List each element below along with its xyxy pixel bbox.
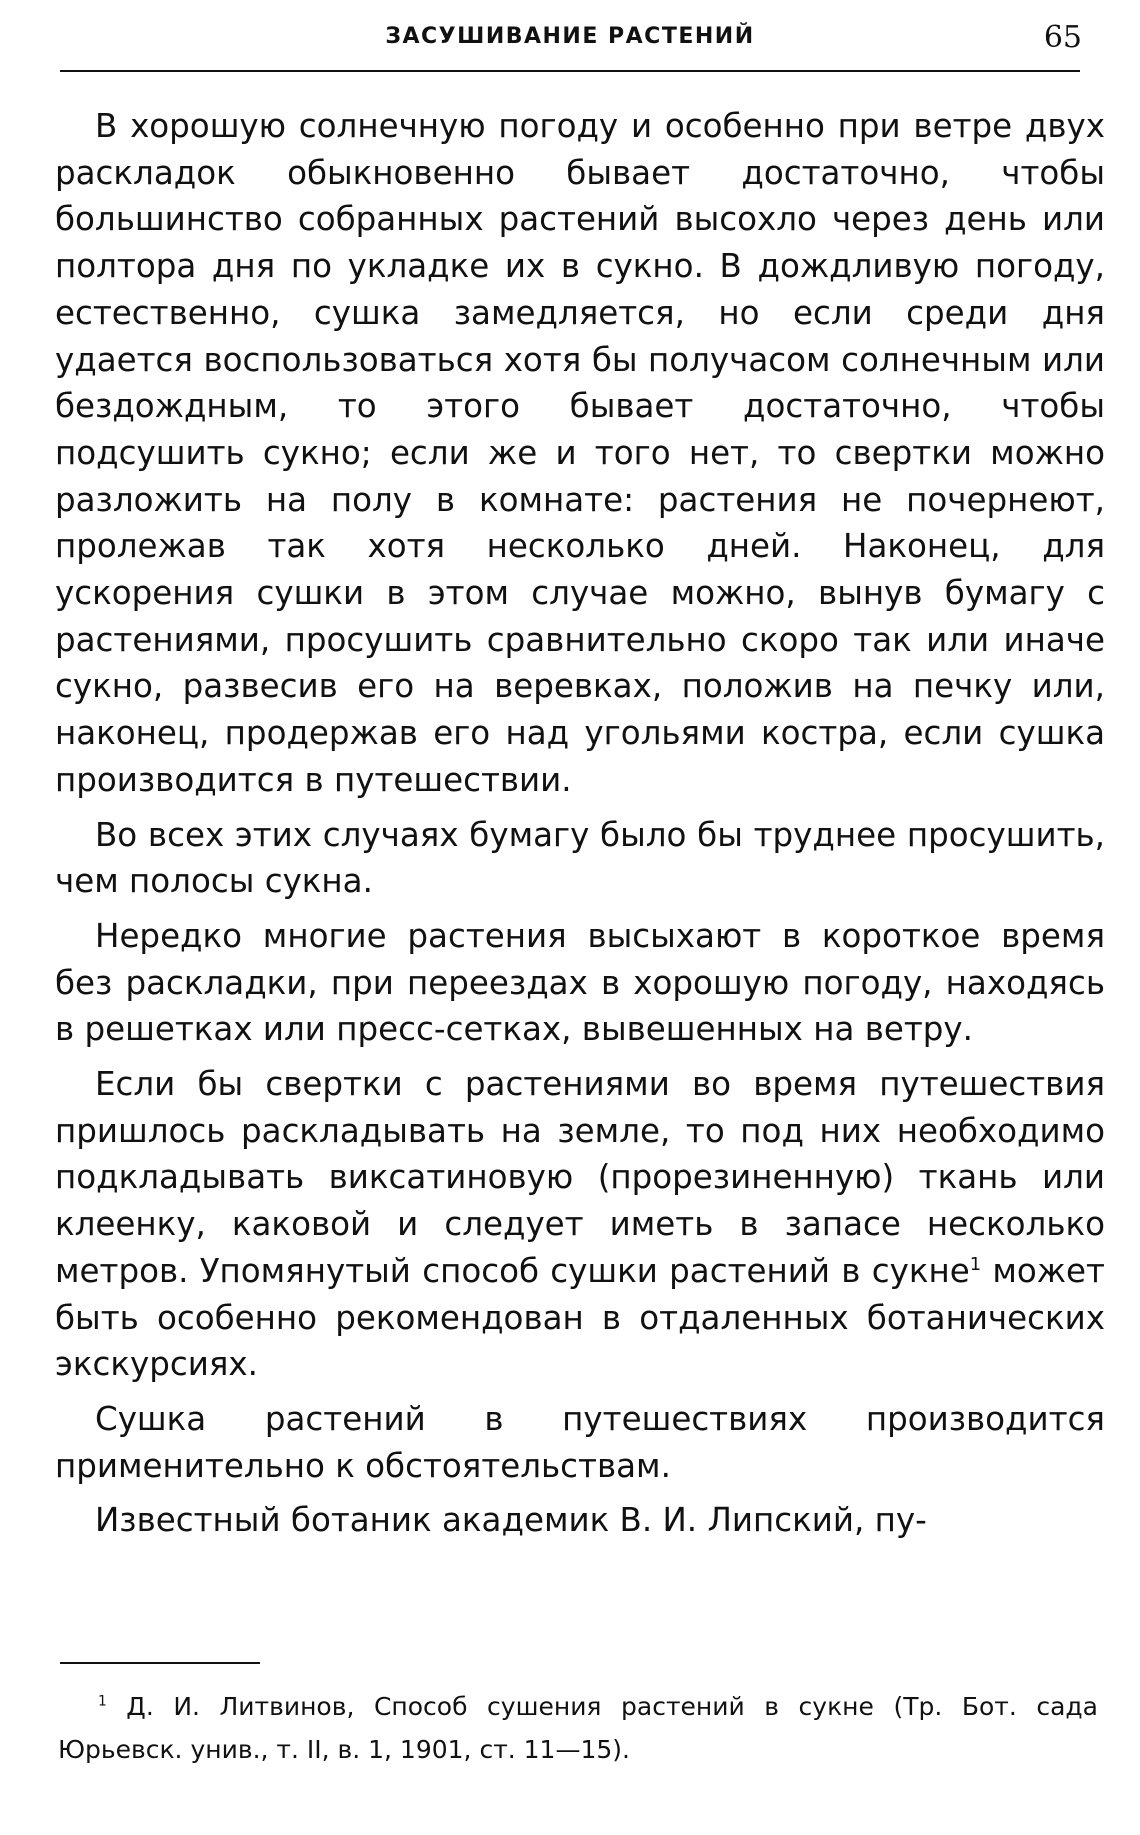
running-header — [60, 20, 1080, 60]
footnote — [58, 1685, 1098, 1771]
footnote-text: Д. И. Литвинов, Способ сушения растений в сукне (Тр. Бот. сада Юрьевск. унив., т. II, в. 1, 1901, ст. 11—15). — [58, 1692, 1098, 1764]
footnote-mark: 1 — [98, 1693, 107, 1710]
paragraph: Нередко многие растения высыхают в короткое время без раскладки, при переездах в хорошую погоду, находясь в решетках или пресс-сетках, вывешенных на ветру. — [55, 916, 1105, 1049]
paragraph-text: может быть особенно рекомендован в отдаленных ботанических экскурсиях. — [55, 1251, 1105, 1384]
paragraph: Во всех этих случаях бумагу было бы труднее просушить, чем полосы сукна. — [55, 815, 1105, 901]
paragraph: В хорошую солнечную погоду и особенно при ветре двух раскладок обыкновенно бывает достаточно, чтобы большинство собранных растений высохло через день или полтора дня по укладке их в сукно. В дождливую погоду, естественно, сушка замедляется, но если среди дня удается воспользоваться хотя бы получасом солнечным или бездождным, то этого бывает достаточно, чтобы подсушить сукно; если же и того нет, то свертки можно разложить на полу в комнате: растения не почернеют, пролежав так хотя несколько дней. Наконец, для ускорения сушки в этом случае можно, вынув бумагу с растениями, просушить сравнительно скоро так или иначе сукно, развесив его на веревках, положив на печку или, наконец, продержав его над угольями костра, если сушка производится в путешествии. — [55, 107, 1105, 799]
paragraph — [55, 1061, 1105, 1388]
paragraph: Сушка растений в путешествиях производится применительно к обстоятельствам. — [55, 1399, 1105, 1485]
footnote-rule — [60, 1662, 260, 1664]
footnote-body — [58, 1685, 1098, 1771]
header-rule — [60, 70, 1080, 72]
body-text — [55, 103, 1105, 1544]
paragraph-text: Если бы свертки с растениями во время путешествия пришлось раскладывать на земле, то под них необходимо подкладывать викcатиновую (прорезиненную) ткань или клеенку, каковой и следует иметь в запасе несколько метров. Упомянутый способ сушки растений в сукне — [55, 1065, 1105, 1290]
running-title: ЗАСУШИВАНИЕ РАСТЕНИЙ — [385, 24, 755, 49]
paragraph: Известный ботаник академик В. И. Липский, пу- — [95, 1501, 927, 1540]
footnote-reference[interactable]: 1 — [969, 1254, 982, 1276]
page-number: 65 — [1043, 20, 1082, 55]
